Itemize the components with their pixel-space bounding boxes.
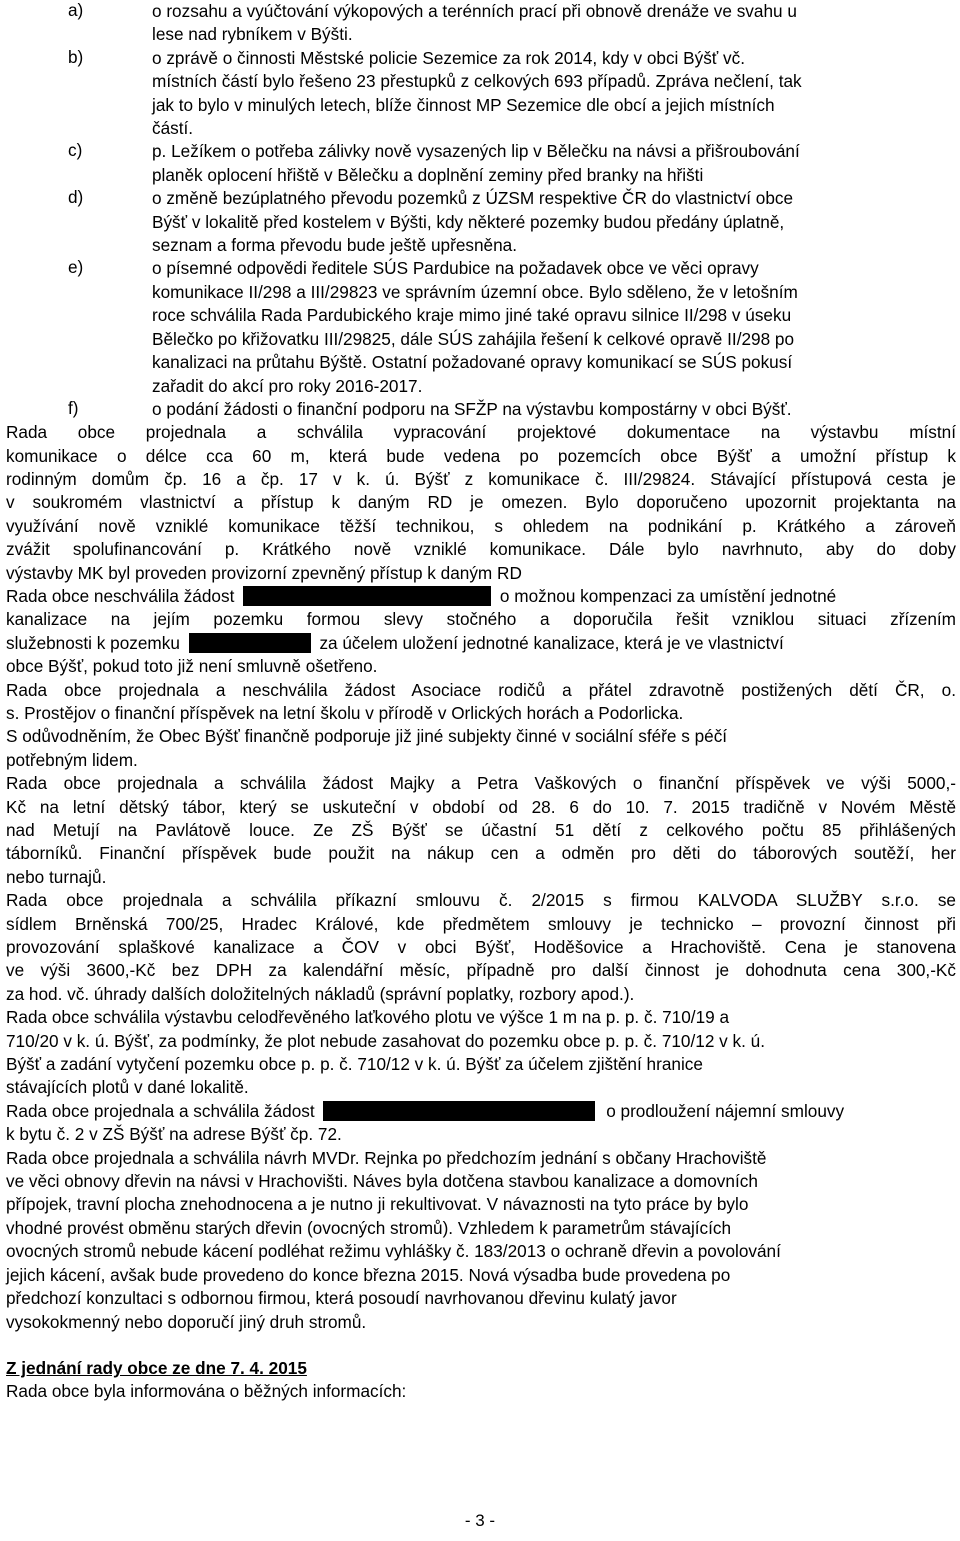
text-line: přípojek, travní plocha znehodnocena a je nutno ji rekultivovat. V návaznosti na tyto práce by bylo [6, 1194, 749, 1215]
text-line: potřebným lidem. [6, 749, 138, 770]
text-line: S odůvodněním, že Obec Býšť finančně podporuje již jiné subjekty činné v sociální sféře s péčí [6, 726, 728, 747]
text-line: místních částí bylo řešeno 23 přestupků z celkových 693 případů. Zpráva nečlení, tak [152, 71, 802, 92]
text-line: o podání žádosti o finanční podporu na SFŽP na výstavbu kompostárny v obci Býšť. [152, 398, 792, 419]
list-item [6, 47, 956, 141]
text-line: táborníků. Finanční příspěvek bude použit na nákup cen a odměn pro děti do táborových soutěží, her [6, 843, 956, 864]
text-line: roce schválila Rada Pardubického kraje mimo jiné také opravu silnice II/298 v úseku [152, 305, 792, 326]
list-item-text [152, 398, 956, 421]
text-line: o změně bezúplatného převodu pozemků z ÚZSM respektive ČR do vlastnictví obce [152, 188, 794, 209]
list-item-text [152, 140, 956, 187]
list-item-text [152, 257, 956, 397]
text-line: seznam a forma převodu bude ještě upřesněna. [152, 235, 517, 256]
text-line: jejich kácení, avšak bude provedeno do konce března 2015. Nová výsadba bude provedena po [6, 1264, 731, 1285]
text-line: Rada obce byla informována o běžných informacích: [6, 1381, 407, 1402]
text-line: v soukromém vlastnictví a přístup k daným RD je omezen. Bylo doporučeno upozornit projektanta na [6, 492, 956, 513]
text-line: Bělečko po křižovatku III/29825, dále SÚS zahájila řešení k celkové opravě II/298 po [152, 328, 795, 349]
list-item-text [152, 0, 956, 47]
spacer [6, 1334, 956, 1357]
text-line: sídlem Brněnská 700/25, Hradec Králové, kde předmětem smlouvy je technicko – provozní činnost při [6, 913, 956, 934]
list-item [6, 398, 956, 421]
text-line: komunikace o délce cca 60 m, která bude vedena po pozemcích obce Býšť a umožní přístup k [6, 445, 956, 466]
text-line: p. Ležíkem o potřeba zálivky nově vysazených lip v Bělečku na návsi a přišroubování [152, 141, 800, 162]
text-line: komunikace II/298 a III/29823 ve správním územní obce. Bylo sděleno, že v letošním [152, 281, 798, 302]
list-item-label: a) [68, 0, 84, 20]
text-line: Rada obce projednala a neschválila žádost Asociace rodičů a přátel zdravotně postižených dětí ČR, o. [6, 679, 956, 700]
list-item-label: b) [68, 46, 84, 67]
text-line: Rada obce projednala a schválila příkazní smlouvu č. 2/2015 s firmou KALVODA SLUŽBY s.r.o. se [6, 890, 956, 911]
text-line: o písemné odpovědi ředitele SÚS Pardubice na požadavek obce ve věci opravy [152, 258, 759, 279]
paragraph-rejected-request [6, 585, 956, 679]
paragraph-mandate-contract [6, 889, 956, 1006]
text-line: předchozí konzultaci s odbornou firmou, která posoudí navrhovanou dřevinu kulatý javor [6, 1288, 677, 1309]
text-line: o rozsahu a vyúčtování výkopových a terénních prací při obnově drenáže ve svahu u [152, 1, 797, 21]
redacted-name [243, 586, 491, 606]
text-line: Rada obce projednala a schválila žádost Majky a Petra Vaškových o finanční příspěvek ve výši 5000,- [6, 773, 956, 794]
list-item-label: e) [68, 257, 84, 278]
text-line: k bytu č. 2 v ZŠ Býšť na adrese Býšť čp. 72. [6, 1124, 342, 1145]
text-line: zařadit do akcí pro roky 2016-2017. [152, 375, 423, 396]
text-line: Rada obce projednala a schválila návrh MVDr. Rejnka po předchozím jednání s občany Hrachoviště [6, 1147, 767, 1168]
text-line: planěk oplocení hřiště v Bělečku a doplnění zeminy před branky na hřišti [152, 164, 704, 185]
text-line: vysokokmenný nebo doporučí jiný druh stromů. [6, 1311, 367, 1332]
text-line: výstavby MK byl proveden provizorní zpevněný přístup k daným RD [6, 562, 522, 583]
list-item-text [152, 47, 956, 141]
section-heading: Z jednání rady obce ze dne 7. 4. 2015 [6, 1357, 307, 1378]
redacted-parcel [189, 633, 311, 653]
text-line: nad Metují na Pavlátově louce. Ze ZŠ Býšť se účastní 51 dětí z celkového počtu 85 přihlášených [6, 820, 956, 841]
text-line: zvážit spolufinancování p. Krátkého nově vzniklé komunikace. Dále bylo navrhnuto, aby do doby [6, 539, 956, 560]
list-item-label: c) [68, 140, 83, 161]
list-item-label: f) [68, 397, 79, 418]
paragraph-association-request [6, 679, 956, 773]
text-line: ovocných stromů nebude kácení podléhat režimu vyhlášky č. 183/2013 o ochraně dřevin a povolování [6, 1241, 781, 1262]
text-line: nebo turnajů. [6, 866, 107, 887]
paragraph-trees [6, 1147, 956, 1334]
list-item [6, 0, 956, 47]
text-line: ve věci obnovy dřevin na návsi v Hrachovišti. Náves byla dotčena stavbou kanalizace a domovních [6, 1171, 758, 1192]
text-line: obce Býšť, pokud toto již není smluvně ošetřeno. [6, 656, 378, 677]
paragraph-lease-extension [6, 1100, 956, 1147]
text-line: lese nad rybníkem v Býšti. [152, 24, 353, 45]
list-item [6, 257, 956, 397]
text-line: kanalizace na jejím pozemku formou slevy stočného a doporučila řešit vzniklou situaci zřízením [6, 609, 956, 630]
text-line: za hod. vč. úhrady dalších doložitelných nákladů (správní poplatky, rozbory apod.). [6, 983, 635, 1004]
document-page [6, 0, 956, 1404]
info-list [6, 0, 956, 421]
text-line: Býšť a zadání vytyčení pozemku obce p. p. č. 710/12 v k. ú. Býšť za účelem zjištění hranice [6, 1054, 703, 1075]
page-number: - 3 - [464, 1511, 496, 1530]
text-line: Býšť v lokalitě před kostelem v Býšti, kdy některé pozemky budou předány úplatně, [152, 211, 785, 232]
paragraph-fence [6, 1006, 956, 1100]
text-line: využívání nově vzniklé komunikace těžší technikou, s ohledem na podnikání p. Krátkého a zároveň [6, 515, 956, 536]
text-line: o zprávě o činnosti Městské policie Sezemice za rok 2014, kdy v obci Býšť vč. [152, 47, 745, 68]
text-line: kanalizaci na průtahu Býště. Ostatní požadované opravy komunikací se SÚS pokusí [152, 352, 793, 373]
paragraph-mk-project [6, 421, 956, 585]
redacted-name [323, 1101, 595, 1121]
text-line: stávajících plotů v dané lokalitě. [6, 1077, 249, 1098]
list-item [6, 140, 956, 187]
paragraph-summer-camp [6, 772, 956, 889]
text-line: služebnosti k pozemku za účelem uložení jednotné kanalizace, která je ve vlastnictví [6, 632, 784, 653]
text-line: Rada obce projednala a schválila žádost o prodloužení nájemní smlouvy [6, 1100, 845, 1121]
list-item [6, 187, 956, 257]
text-line: Rada obce schválila výstavbu celodřevěného laťkového plotu ve výšce 1 m na p. p. č. 710/19 a [6, 1007, 730, 1028]
text-line: Rada obce projednala a schválila vypracování projektové dokumentace na výstavbu místní [6, 422, 956, 443]
list-item-label: d) [68, 187, 84, 208]
text-line: Rada obce neschválila žádost o možnou kompenzaci za umístění jednotné [6, 586, 837, 607]
text-line: provozování splaškové kanalizace a ČOV v obci Býšť, Hoděšovice a Hrachoviště. Cena je stanovena [6, 937, 956, 958]
text-line: jak to bylo v minulých letech, blíže činnost MP Sezemice dle obcí a jejich místních [152, 94, 775, 115]
text-line: rodinným domům čp. 16 a čp. 17 v k. ú. Býšť z komunikace č. III/29824. Stávající přístupová cesta je [6, 469, 956, 490]
text-line: Kč na letní dětský tábor, který se uskuteční v období od 28. 6 do 10. 7. 2015 tradičně v Novém Městě [6, 796, 956, 817]
text-line: částí. [152, 118, 194, 139]
text-line: vhodné provést obměnu starých dřevin (ovocných stromů). Vzhledem k parametrům stávajících [6, 1217, 732, 1238]
text-line: ve výši 3600,-Kč bez DPH za kalendářní měsíc, případně pro další činnost je dohodnuta cena 300,-Kč [6, 960, 956, 981]
text-line: 710/20 v k. ú. Býšť, za podmínky, že plot nebude zasahovat do pozemku obce p. p. č. 710/12 v k. ú. [6, 1030, 766, 1051]
list-item-text [152, 187, 956, 257]
text-line: s. Prostějov o finanční příspěvek na letní školu v přírodě v Orlických horách a Podorlicka. [6, 703, 684, 724]
